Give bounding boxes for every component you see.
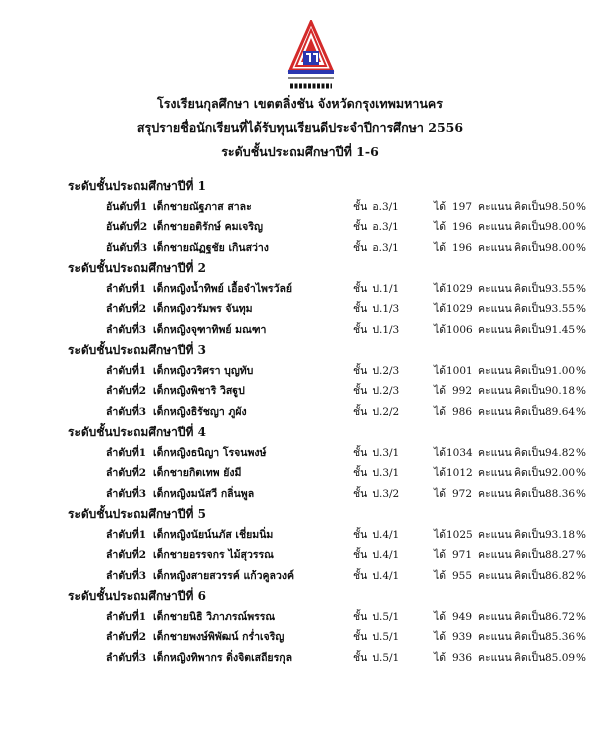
unit-label: คะแนน <box>478 200 512 213</box>
percent-value: 88.27 <box>545 549 576 561</box>
class-prefix: ชั้น <box>353 364 368 377</box>
class-value: ป.1/1 <box>372 282 400 295</box>
calc-label: คิดเป็น <box>514 385 546 397</box>
grade-level-title: ระดับชั้นประถมศึกษาปีที่ 5 <box>68 507 206 521</box>
percent-value: 98.50 <box>545 200 576 213</box>
unit-label: คะแนน <box>478 467 512 479</box>
class-value: ป.4/1 <box>372 569 400 582</box>
percent-value: 88.36 <box>545 487 576 500</box>
calc-label: คิดเป็น <box>514 528 546 541</box>
student-row <box>68 402 588 423</box>
grade-level-title: ระดับชั้นประถมศึกษาปีที่ 3 <box>68 343 206 357</box>
rank-label: ลำดับที่2 <box>106 631 147 643</box>
rank-label: ลำดับที่2 <box>106 549 147 561</box>
student-name: เด็กหญิงวริศรา บุญทับ <box>153 364 254 377</box>
student-name: เด็กชายพงษ์พิพัฒน์ กร่ำเจริญ <box>153 631 285 643</box>
got-label: ได้ <box>434 631 447 643</box>
score-value: 1029 <box>446 282 473 295</box>
percent-value: 90.18 <box>545 385 576 397</box>
percent-value: 85.36 <box>545 631 576 643</box>
percent-sign: % <box>576 303 586 315</box>
percent-sign: % <box>576 487 586 500</box>
student-row <box>68 320 588 341</box>
class-label <box>353 279 399 299</box>
student-row <box>68 607 588 628</box>
percent-sign: % <box>576 323 586 336</box>
score-value: 972 <box>451 487 472 500</box>
score-value: 992 <box>451 385 472 397</box>
document-subtitle: ระดับชั้นประถมศึกษาปีที่ 1-6 <box>221 144 379 159</box>
score-value: 1012 <box>446 467 473 479</box>
rank-label: ลำดับที่1 <box>106 364 147 377</box>
got-label: ได้ <box>434 528 447 541</box>
percent-sign: % <box>576 282 586 295</box>
percent-value: 85.09 <box>545 651 576 664</box>
calc-label: คิดเป็น <box>514 200 546 213</box>
rank-label: ลำดับที่1 <box>106 528 147 541</box>
class-label <box>353 381 399 401</box>
student-row <box>68 463 588 484</box>
unit-label: คะแนน <box>478 549 512 561</box>
grade-level-list <box>68 176 588 668</box>
calc-label: คิดเป็น <box>514 405 546 418</box>
rank-label: อันดับที่2 <box>106 221 148 233</box>
score-value: 936 <box>451 651 472 664</box>
score-value: 1025 <box>446 528 473 541</box>
got-label: ได้ <box>434 549 447 561</box>
unit-label: คะแนน <box>478 631 512 643</box>
student-row <box>68 525 588 546</box>
student-name: เด็กหญิงวรัมพร จันทุม <box>153 303 253 315</box>
student-name: เด็กหญิงนัยน์นภัส เชี่ยมนิ่ม <box>153 528 274 541</box>
percent-value: 93.18 <box>545 528 576 541</box>
class-value: ป.2/3 <box>372 364 400 377</box>
class-prefix: ชั้น <box>353 241 368 254</box>
class-label <box>353 238 399 258</box>
rank-label: อันดับที่1 <box>106 200 148 213</box>
percent-sign: % <box>576 528 586 541</box>
rank-label: ลำดับที่3 <box>106 405 147 418</box>
class-label <box>353 299 399 319</box>
rank-label: ลำดับที่3 <box>106 323 147 336</box>
class-prefix: ชั้น <box>353 651 368 664</box>
rank-label: ลำดับที่2 <box>106 467 147 479</box>
score-value: 949 <box>451 610 472 623</box>
percent-value: 86.82 <box>545 569 576 582</box>
grade-level-title: ระดับชั้นประถมศึกษาปีที่ 4 <box>68 425 206 439</box>
class-value: ป.4/1 <box>372 549 400 561</box>
got-label: ได้ <box>434 405 447 418</box>
rank-label: ลำดับที่2 <box>106 303 147 315</box>
score-value: 971 <box>451 549 472 561</box>
unit-label: คะแนน <box>478 385 512 397</box>
grade-level-title: ระดับชั้นประถมศึกษาปีที่ 2 <box>68 261 206 275</box>
class-value: อ.3/1 <box>372 221 399 233</box>
class-label <box>353 402 399 422</box>
class-value: ป.3/2 <box>372 487 400 500</box>
score-value: 1029 <box>446 303 473 315</box>
score-value: 196 <box>451 241 472 254</box>
class-label <box>353 648 399 668</box>
class-value: ป.3/1 <box>372 467 400 479</box>
percent-sign: % <box>576 364 586 377</box>
percent-sign: % <box>576 405 586 418</box>
percent-value: 94.82 <box>545 446 576 459</box>
score-value: 986 <box>451 405 472 418</box>
class-value: ป.5/1 <box>372 631 400 643</box>
student-name: เด็กหญิงจุฑาทิพย์ มณฑา <box>153 323 267 336</box>
percent-value: 91.45 <box>545 323 576 336</box>
percent-sign: % <box>576 549 586 561</box>
got-label: ได้ <box>434 364 447 377</box>
rank-label: ลำดับที่3 <box>106 651 147 664</box>
class-label <box>353 361 399 381</box>
student-row <box>68 238 588 259</box>
class-label <box>353 320 399 340</box>
rank-label: ลำดับที่1 <box>106 610 147 623</box>
score-value: 196 <box>451 221 472 233</box>
got-label: ได้ <box>434 467 447 479</box>
calc-label: คิดเป็น <box>514 610 546 623</box>
percent-value: 93.55 <box>545 282 576 295</box>
unit-label: คะแนน <box>478 364 512 377</box>
score-value: 939 <box>451 631 472 643</box>
class-label <box>353 607 399 627</box>
got-label: ได้ <box>434 303 447 315</box>
student-name: เด็กหญิงน้ำทิพย์ เอื้อจำไพรวัลย์ <box>153 282 293 295</box>
unit-label: คะแนน <box>478 569 512 582</box>
class-value: ป.1/3 <box>372 303 400 315</box>
class-value: ป.5/1 <box>372 610 400 623</box>
student-name: เด็กชายกิตเทพ ยังมี <box>153 467 242 479</box>
class-value: ป.2/2 <box>372 405 400 418</box>
class-prefix: ชั้น <box>353 631 368 643</box>
class-prefix: ชั้น <box>353 528 368 541</box>
student-row <box>68 443 588 464</box>
percent-value: 98.00 <box>545 241 576 254</box>
got-label: ได้ <box>434 651 447 664</box>
percent-value: 86.72 <box>545 610 576 623</box>
student-name: เด็กหญิงธิรัชญา ภูผัง <box>153 405 247 418</box>
class-value: ป.3/1 <box>372 446 400 459</box>
class-value: อ.3/1 <box>372 241 399 254</box>
percent-sign: % <box>576 610 586 623</box>
got-label: ได้ <box>434 446 447 459</box>
class-prefix: ชั้น <box>353 405 368 418</box>
unit-label: คะแนน <box>478 487 512 500</box>
score-value: 1001 <box>446 364 473 377</box>
class-prefix: ชั้น <box>353 221 368 233</box>
unit-label: คะแนน <box>478 405 512 418</box>
class-label <box>353 197 399 217</box>
rank-label: ลำดับที่2 <box>106 385 147 397</box>
calc-label: คิดเป็น <box>514 651 546 664</box>
class-prefix: ชั้น <box>353 610 368 623</box>
percent-value: 89.64 <box>545 405 576 418</box>
school-emblem-icon <box>282 20 340 92</box>
class-value: อ.3/1 <box>372 200 399 213</box>
student-name: เด็กหญิงพิชาริ วิสฐูป <box>153 385 245 397</box>
class-prefix: ชั้น <box>353 446 368 459</box>
got-label: ได้ <box>434 200 447 213</box>
calc-label: คิดเป็น <box>514 569 546 582</box>
score-value: 1006 <box>446 323 473 336</box>
percent-sign: % <box>576 651 586 664</box>
rank-label: ลำดับที่3 <box>106 569 147 582</box>
class-value: ป.4/1 <box>372 528 400 541</box>
student-name: เด็กหญิงทิพากร ดิ่งจิตเสถียรกุล <box>153 651 293 664</box>
student-row <box>68 217 588 238</box>
calc-label: คิดเป็น <box>514 467 546 479</box>
percent-sign: % <box>576 631 586 643</box>
student-row <box>68 545 588 566</box>
got-label: ได้ <box>434 323 447 336</box>
student-row <box>68 627 588 648</box>
class-prefix: ชั้น <box>353 467 368 479</box>
got-label: ได้ <box>434 282 447 295</box>
percent-sign: % <box>576 446 586 459</box>
percent-sign: % <box>576 241 586 254</box>
class-label <box>353 627 399 647</box>
got-label: ได้ <box>434 487 447 500</box>
score-value: 197 <box>451 200 472 213</box>
class-prefix: ชั้น <box>353 282 368 295</box>
class-label <box>353 545 399 565</box>
student-row <box>68 361 588 382</box>
percent-sign: % <box>576 200 586 213</box>
got-label: ได้ <box>434 569 447 582</box>
student-row <box>68 381 588 402</box>
got-label: ได้ <box>434 385 447 397</box>
class-prefix: ชั้น <box>353 569 368 582</box>
student-name: เด็กชายอติรักษ์ คมเจริญ <box>153 221 263 233</box>
rank-label: ลำดับที่1 <box>106 446 147 459</box>
unit-label: คะแนน <box>478 610 512 623</box>
class-label <box>353 566 399 586</box>
class-label <box>353 217 399 237</box>
calc-label: คิดเป็น <box>514 282 546 295</box>
unit-label: คะแนน <box>478 303 512 315</box>
unit-label: คะแนน <box>478 323 512 336</box>
score-value: 1034 <box>446 446 473 459</box>
class-label <box>353 525 399 545</box>
school-address-line: โรงเรียนกุลศึกษา เขตตลิ่งชัน จังหวัดกรุงเทพมหานคร <box>157 96 443 111</box>
student-name: เด็กหญิงมนัสวี กลิ่นพูล <box>153 487 255 500</box>
calc-label: คิดเป็น <box>514 364 546 377</box>
grade-level-title: ระดับชั้นประถมศึกษาปีที่ 6 <box>68 589 206 603</box>
calc-label: คิดเป็น <box>514 487 546 500</box>
percent-value: 92.00 <box>545 467 576 479</box>
rank-label: อันดับที่3 <box>106 241 148 254</box>
student-name: เด็กชายนิธิ วิภาภรณ์พรรณ <box>153 610 276 623</box>
percent-sign: % <box>576 569 586 582</box>
student-name: เด็กชายณัฏฐชัย เกินสว่าง <box>153 241 269 254</box>
student-name: เด็กชายอรรจกร ไม้สุวรรณ <box>153 549 274 561</box>
unit-label: คะแนน <box>478 241 512 254</box>
got-label: ได้ <box>434 610 447 623</box>
class-prefix: ชั้น <box>353 323 368 336</box>
percent-sign: % <box>576 467 586 479</box>
class-prefix: ชั้น <box>353 549 368 561</box>
unit-label: คะแนน <box>478 221 512 233</box>
unit-label: คะแนน <box>478 446 512 459</box>
student-row <box>68 299 588 320</box>
calc-label: คิดเป็น <box>514 446 546 459</box>
percent-value: 91.00 <box>545 364 576 377</box>
class-prefix: ชั้น <box>353 303 368 315</box>
student-row <box>68 484 588 505</box>
calc-label: คิดเป็น <box>514 303 546 315</box>
student-row <box>68 279 588 300</box>
grade-level-title: ระดับชั้นประถมศึกษาปีที่ 1 <box>68 179 206 193</box>
class-value: ป.5/1 <box>372 651 400 664</box>
student-row <box>68 197 588 218</box>
calc-label: คิดเป็น <box>514 549 546 561</box>
class-prefix: ชั้น <box>353 487 368 500</box>
calc-label: คิดเป็น <box>514 241 546 254</box>
unit-label: คะแนน <box>478 528 512 541</box>
class-label <box>353 443 399 463</box>
class-value: ป.2/3 <box>372 385 400 397</box>
got-label: ได้ <box>434 241 447 254</box>
percent-value: 98.00 <box>545 221 576 233</box>
document-title: สรุปรายชื่อนักเรียนที่ได้รับทุนเรียนดีประจำปีการศึกษา 2556 <box>136 120 464 135</box>
unit-label: คะแนน <box>478 651 512 664</box>
unit-label: คะแนน <box>478 282 512 295</box>
score-value: 955 <box>451 569 472 582</box>
calc-label: คิดเป็น <box>514 323 546 336</box>
class-prefix: ชั้น <box>353 200 368 213</box>
rank-label: ลำดับที่3 <box>106 487 147 500</box>
percent-sign: % <box>576 221 586 233</box>
calc-label: คิดเป็น <box>514 631 546 643</box>
student-name: เด็กหญิงธนิญา โรจนพงษ์ <box>153 446 267 459</box>
class-value: ป.1/3 <box>372 323 400 336</box>
class-label <box>353 463 399 483</box>
percent-value: 93.55 <box>545 303 576 315</box>
student-row <box>68 566 588 587</box>
percent-sign: % <box>576 385 586 397</box>
class-prefix: ชั้น <box>353 385 368 397</box>
class-label <box>353 484 399 504</box>
student-name: เด็กหญิงสายสวรรค์ แก้วคูลวงค์ <box>153 569 295 582</box>
student-row <box>68 648 588 669</box>
calc-label: คิดเป็น <box>514 221 546 233</box>
got-label: ได้ <box>434 221 447 233</box>
student-name: เด็กชายณัฐภาส สาละ <box>153 200 252 213</box>
rank-label: ลำดับที่1 <box>106 282 147 295</box>
